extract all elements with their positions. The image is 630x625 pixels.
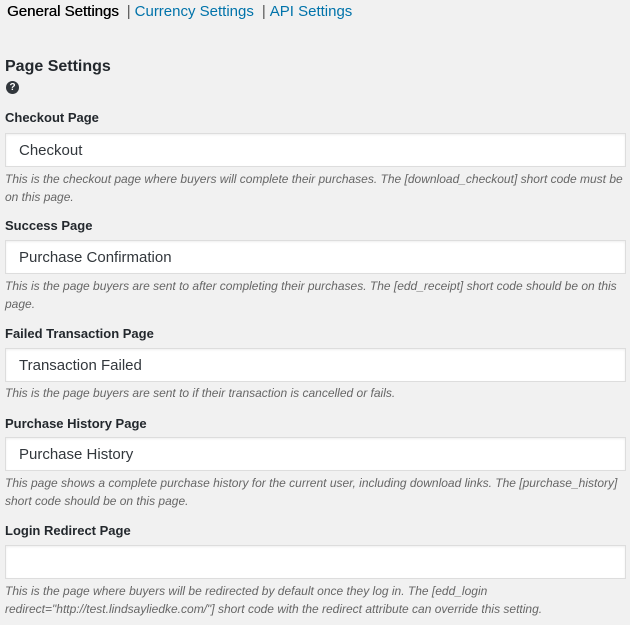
failed-transaction-page-label: Failed Transaction Page <box>5 326 154 341</box>
help-icon[interactable]: ? <box>6 81 19 94</box>
settings-tabs <box>7 3 352 21</box>
success-page-description: This is the page buyers are sent to after completing their purchases. The [edd_receipt] short code should be on this page. <box>5 279 617 311</box>
tab-separator: | <box>126 3 131 20</box>
purchase-history-page-description: This page shows a complete purchase history for the current user, including download links. The [purchase_history] short code should be on this page. <box>5 476 618 508</box>
tab-currency-settings[interactable]: Currency Settings <box>134 3 254 20</box>
tab-general-settings[interactable]: General Settings <box>7 3 119 20</box>
tab-api-settings[interactable]: API Settings <box>269 3 353 20</box>
section-title: Page Settings <box>5 58 111 75</box>
login-redirect-page-input[interactable] <box>5 545 626 579</box>
purchase-history-page-input[interactable] <box>5 437 626 471</box>
login-redirect-page-label: Login Redirect Page <box>5 523 131 538</box>
tab-separator: | <box>261 3 266 20</box>
success-page-input[interactable] <box>5 240 626 274</box>
purchase-history-page-label: Purchase History Page <box>5 416 147 431</box>
login-redirect-page-description: This is the page where buyers will be redirected by default once they log in. The [edd_login redirect="http://test.lindsayliedke.com/"] short code with the redirect attribute can override this setting. <box>5 584 543 616</box>
failed-transaction-page-input[interactable] <box>5 348 626 382</box>
checkout-page-description: This is the checkout page where buyers will complete their purchases. The [download_checkout] short code must be on this page. <box>5 172 623 204</box>
checkout-page-input[interactable] <box>5 133 626 167</box>
success-page-label: Success Page <box>5 218 93 233</box>
checkout-page-label: Checkout Page <box>5 110 99 125</box>
failed-transaction-page-description: This is the page buyers are sent to if their transaction is cancelled or fails. <box>5 386 396 400</box>
